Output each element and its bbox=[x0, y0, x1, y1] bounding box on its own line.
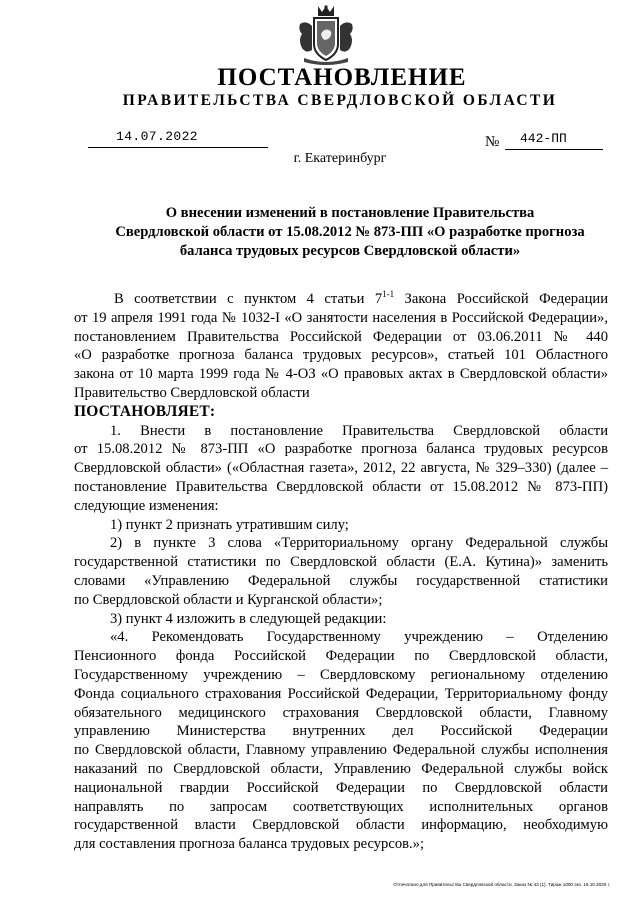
sub-item-1: 1) пункт 2 признать утратившим силу; bbox=[110, 516, 349, 533]
item1-line: от 15.08.2012 № 873-ПП «О разработке прогноза баланса трудовых ресурсов bbox=[74, 441, 608, 458]
document-body bbox=[74, 290, 608, 854]
quote-line: обязательного медицинского страхования Свердловской области, Главному bbox=[74, 704, 608, 721]
quote-line: Государственному учреждению – Свердловскому региональному отделению bbox=[74, 666, 608, 683]
decree-word: ПОСТАНОВЛЯЕТ: bbox=[74, 402, 216, 420]
sub-item-2-line: словами «Управлению Федеральной службы государственной статистики bbox=[74, 572, 608, 589]
quote-line: по Свердловской области, Главному управлению Федеральной службы исполнения bbox=[74, 742, 608, 759]
item1-line: Свердловской области» («Областная газета», 2012, 22 августа, № 329–330) (далее – bbox=[74, 460, 608, 477]
quote-line: государственной власти Свердловской области информацию, необходимую bbox=[74, 817, 608, 834]
preamble-line: постановлением Правительства Российской Федерации от 03.06.2011 № 440 bbox=[74, 328, 608, 345]
quote-line: управлению Министерства внутренних дел Российской Федерации bbox=[74, 723, 608, 740]
number-label: № bbox=[485, 134, 500, 150]
document-number: 442-ПП bbox=[520, 131, 567, 146]
heading-line: О внесении изменений в постановление Правительства bbox=[165, 205, 535, 221]
sverdlovsk-coat-of-arms-icon bbox=[294, 4, 358, 66]
sub-item-2-line: 2) в пункте 3 слова «Территориальному органу Федеральной службы bbox=[110, 535, 608, 552]
preamble-line: от 19 апреля 1991 года № 1032-I «О занятости населения в Российской Федерации», bbox=[74, 309, 608, 326]
number-underline bbox=[505, 149, 603, 150]
quote-line: наказаний по Свердловской области, Управлению Федеральной службы войск bbox=[74, 760, 608, 777]
quote-line: Пенсионного фонда Российской Федерации по Свердловской области, bbox=[74, 648, 608, 665]
document-type-title: ПОСТАНОВЛЕНИЕ bbox=[217, 64, 467, 91]
document-heading bbox=[60, 204, 640, 260]
preamble-line: Правительство Свердловской области bbox=[74, 384, 310, 401]
preamble-line: закона от 10 марта 1999 года № 4-ОЗ «О правовых актах в Свердловской области» bbox=[74, 366, 608, 383]
preamble-line: В соответствии с пунктом 4 статьи 7$^{1-1}$ Закона Российской Федерации bbox=[114, 289, 608, 307]
sub-item-2-line: государственной статистики по Свердловской области (Е.А. Кутина)» заменить bbox=[74, 554, 608, 571]
heading-line: Свердловской области от 15.08.2012 № 873-ПП «О разработке прогноза bbox=[115, 223, 585, 240]
date-underline bbox=[88, 147, 268, 148]
document-date: 14.07.2022 bbox=[116, 129, 199, 144]
quote-line: «4. Рекомендовать Государственному учреждению – Отделению bbox=[110, 629, 608, 646]
issuer-title: ПРАВИТЕЛЬСТВА СВЕРДЛОВСКОЙ ОБЛАСТИ bbox=[122, 92, 558, 109]
heading-line: баланса трудовых ресурсов Свердловской области» bbox=[179, 242, 521, 259]
quote-line: направлять по запросам соответствующих исполнительных органов bbox=[74, 798, 608, 815]
sub-item-2-line: по Свердловской области и Курганской области»; bbox=[74, 591, 383, 608]
print-footer: Отпечатано для Правительства Свердловской области. Заказ № 43 (1). Тираж 1000 экз. 16.10.2020 г. bbox=[393, 882, 610, 887]
preamble-line: «О разработке прогноза баланса трудовых ресурсов», статьей 101 Областного bbox=[74, 347, 608, 364]
item1-line: 1. Внести в постановление Правительства Свердловской области bbox=[110, 422, 608, 439]
quote-line: для составления прогноза баланса трудовых ресурсов.»; bbox=[74, 836, 425, 853]
sub-item-3: 3) пункт 4 изложить в следующей редакции: bbox=[110, 610, 387, 627]
quote-line: Фонда социального страхования Российской Федерации, Территориальному фонду bbox=[74, 685, 608, 702]
quote-line: национальной гвардии Российской Федерации по Свердловской области bbox=[74, 779, 608, 796]
item1-line: следующие изменения: bbox=[74, 497, 219, 514]
city: г. Екатеринбург bbox=[293, 151, 387, 166]
item1-line: постановление Правительства Свердловской области от 15.08.2012 № 873-ПП) bbox=[74, 478, 608, 495]
